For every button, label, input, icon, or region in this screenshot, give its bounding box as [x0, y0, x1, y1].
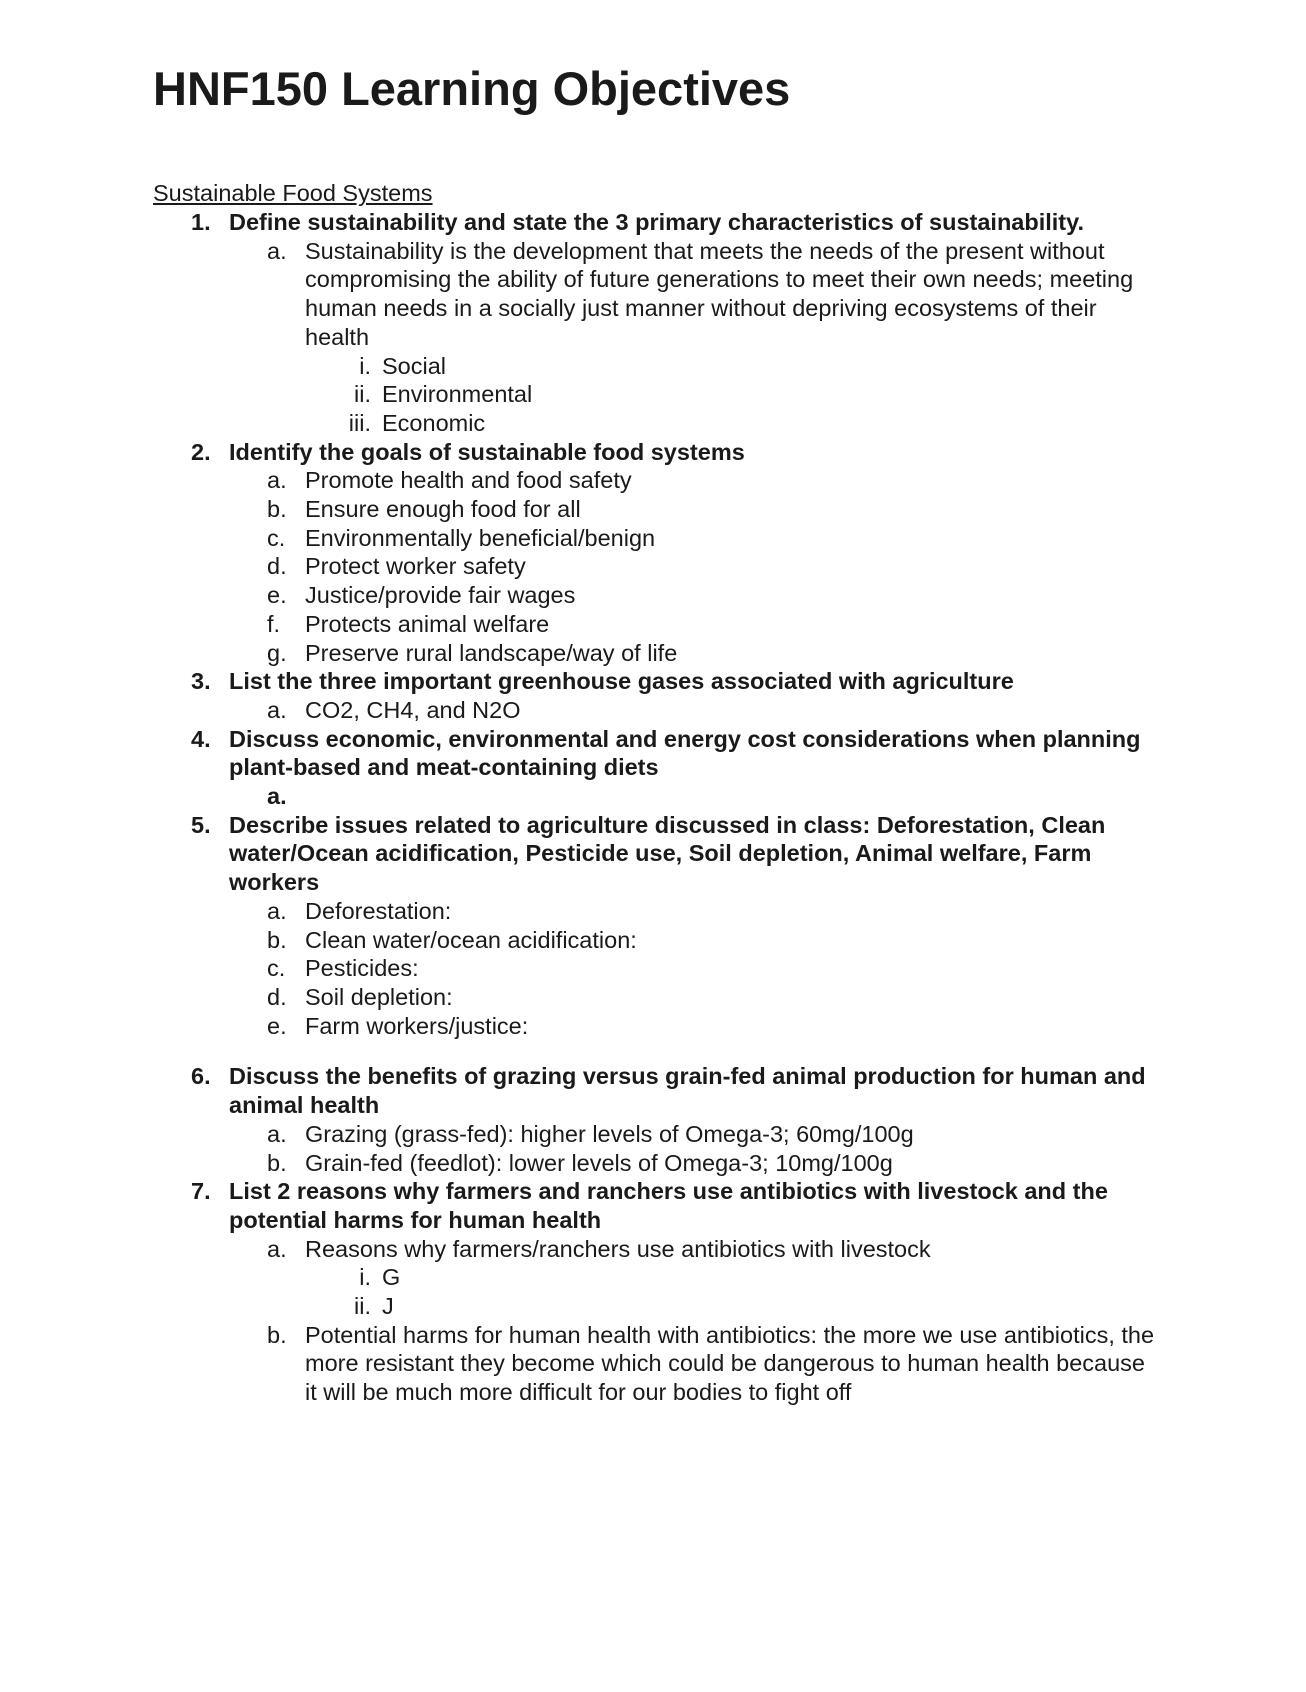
- item-text: Environmentally beneficial/benign: [305, 524, 656, 551]
- objective-2: [153, 438, 1163, 467]
- item-text: Clean water/ocean acidification:: [305, 926, 637, 953]
- objective-text: Discuss economic, environmental and energy cost considerations when planning plant-based and meat-containing diets: [229, 725, 1141, 781]
- subitem-text: Economic: [382, 409, 486, 436]
- section-title: Sustainable Food Systems: [153, 180, 433, 206]
- objective-5: [153, 811, 1163, 897]
- objective-1-subitem-iii: [153, 409, 1163, 438]
- objective-text: Identify the goals of sustainable food systems: [229, 438, 745, 465]
- objective-number: 4.: [191, 725, 211, 752]
- objective-2-item-g: [153, 639, 1163, 668]
- objective-4: [153, 725, 1163, 782]
- item-marker: f.: [267, 610, 281, 637]
- document-page: [153, 62, 1163, 1407]
- item-marker: d.: [267, 553, 287, 580]
- objective-6-item-a: [153, 1120, 1163, 1149]
- objective-2-item-e: [153, 581, 1163, 610]
- objective-text: List 2 reasons why farmers and ranchers use antibiotics with livestock and the potential harms for human health: [229, 1178, 1108, 1233]
- objective-5-item-c: [153, 954, 1163, 983]
- objective-4-item-a: [153, 782, 1163, 811]
- item-text: Pesticides:: [305, 955, 419, 982]
- subitem-marker: i.: [359, 1264, 371, 1291]
- item-text: Grazing (grass-fed): higher levels of Omega-3; 60mg/100g: [305, 1120, 914, 1147]
- item-text: Protects animal welfare: [305, 610, 550, 637]
- objective-1: [153, 208, 1163, 237]
- objective-2-item-d: [153, 552, 1163, 581]
- objective-text: Define sustainability and state the 3 primary characteristics of sustainability.: [229, 209, 1084, 235]
- objective-1-subitem-i: [153, 352, 1163, 381]
- objective-5-item-e: [153, 1012, 1163, 1041]
- item-marker: a.: [267, 696, 287, 723]
- item-text: Preserve rural landscape/way of life: [305, 639, 678, 666]
- objective-7-subitem-i: [153, 1263, 1163, 1292]
- item-text: Deforestation:: [305, 897, 452, 924]
- item-text: Promote health and food safety: [305, 467, 632, 494]
- objective-number: 3.: [191, 668, 211, 695]
- blank-line: [153, 1040, 1163, 1062]
- item-marker: e.: [267, 1012, 287, 1039]
- item-text: Grain-fed (feedlot): lower levels of Omega-3; 10mg/100g: [305, 1149, 893, 1176]
- item-marker: a.: [267, 467, 287, 494]
- objective-number: 5.: [191, 811, 211, 838]
- subitem-text: Environmental: [382, 381, 533, 408]
- item-marker: d.: [267, 983, 287, 1010]
- item-marker: b.: [267, 926, 287, 953]
- item-marker: a.: [267, 783, 287, 810]
- subitem-marker: ii.: [354, 1293, 371, 1320]
- subitem-marker: ii.: [354, 381, 371, 408]
- item-text: Reasons why farmers/ranchers use antibiotics with livestock: [305, 1235, 931, 1262]
- item-marker: b.: [267, 1149, 287, 1176]
- objective-2-item-a: [153, 466, 1163, 495]
- item-text: Justice/provide fair wages: [305, 582, 576, 609]
- subitem-marker: i.: [359, 352, 371, 379]
- objective-number: 1.: [191, 209, 211, 235]
- item-text: Protect worker safety: [305, 553, 526, 580]
- item-marker: c.: [267, 524, 286, 551]
- objective-6-item-b: [153, 1149, 1163, 1178]
- item-marker: a.: [267, 1235, 287, 1262]
- item-marker: a.: [267, 897, 287, 924]
- objective-5-item-a: [153, 897, 1163, 926]
- subitem-text: G: [382, 1264, 401, 1291]
- item-text: Farm workers/justice:: [305, 1012, 529, 1039]
- item-marker: g.: [267, 639, 287, 666]
- item-text: Sustainability is the development that meets the needs of the present without compromising the ability of future generations to meet their own needs; meeting human needs in a socially just manner without depriving ecosystems of their health: [305, 237, 1134, 350]
- objective-3-item-a: [153, 696, 1163, 725]
- objective-number: 7.: [191, 1178, 211, 1205]
- objective-5-item-d: [153, 983, 1163, 1012]
- objective-2-item-c: [153, 524, 1163, 553]
- document-title: HNF150 Learning Objectives: [153, 62, 791, 115]
- subitem-text: Social: [382, 352, 447, 379]
- objective-number: 6.: [191, 1063, 211, 1090]
- objective-1-item-a: [153, 237, 1163, 352]
- objective-2-item-f: [153, 610, 1163, 639]
- objective-7-item-b: [153, 1321, 1163, 1407]
- objective-7: [153, 1177, 1163, 1234]
- objective-7-item-a: [153, 1235, 1163, 1264]
- subitem-marker: iii.: [348, 409, 371, 436]
- objective-number: 2.: [191, 438, 211, 465]
- item-text: [305, 783, 312, 809]
- item-marker: b.: [267, 496, 287, 523]
- objective-2-item-b: [153, 495, 1163, 524]
- objective-1-subitem-ii: [153, 380, 1163, 409]
- subitem-text: J: [382, 1293, 394, 1320]
- objective-7-subitem-ii: [153, 1292, 1163, 1321]
- item-marker: a.: [267, 1120, 287, 1147]
- objective-text: List the three important greenhouse gases associated with agriculture: [229, 668, 1014, 695]
- item-marker: b.: [267, 1321, 287, 1348]
- objective-text: Discuss the benefits of grazing versus grain-fed animal production for human and animal health: [229, 1063, 1146, 1119]
- item-text: Potential harms for human health with antibiotics: the more we use antibiotics, the more resistant they become which could be dangerous to human health because it will be much more difficult for our bodies to fight off: [305, 1321, 1155, 1406]
- item-marker: e.: [267, 582, 287, 609]
- objective-6: [153, 1062, 1163, 1119]
- item-marker: c.: [267, 955, 286, 982]
- item-marker: a.: [267, 237, 287, 264]
- item-text: Ensure enough food for all: [305, 496, 581, 523]
- item-text: CO2, CH4, and N2O: [305, 696, 521, 723]
- objective-text: Describe issues related to agriculture discussed in class: Deforestation, Clean water/Ocean acidification, Pesticide use, Soil depletion, Animal welfare, Farm workers: [229, 811, 1106, 896]
- objective-5-item-b: [153, 926, 1163, 955]
- objective-3: [153, 667, 1163, 696]
- item-text: Soil depletion:: [305, 983, 453, 1010]
